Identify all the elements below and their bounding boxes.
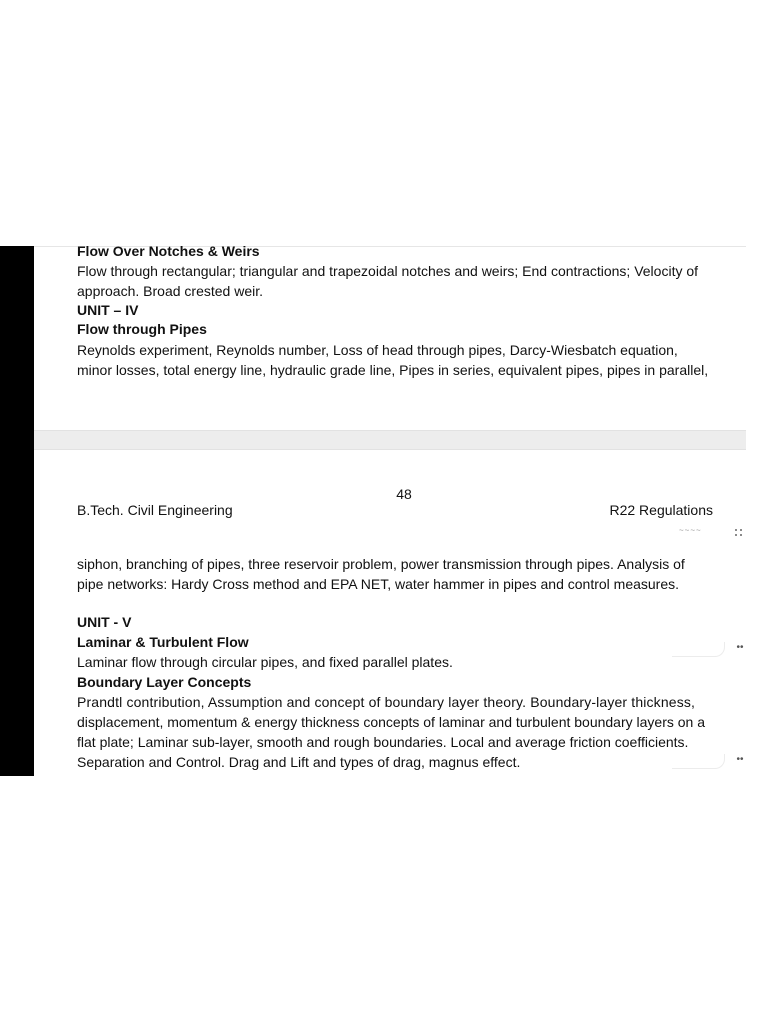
heading-flow-over-notches: Flow Over Notches & Weirs — [77, 243, 260, 259]
unit-v-label: UNIT - V — [77, 614, 132, 630]
faint-page-indicator: ~~~~ — [679, 526, 702, 535]
notches-text-line-1: Flow through rectangular; triangular and trapezoidal notches and weirs; End contractions; Velocity of — [77, 263, 699, 279]
heading-boundary-layer: Boundary Layer Concepts — [77, 674, 252, 690]
boundary-text-line-1: Prandtl contribution, Assumption and concept of boundary layer theory. Boundary-layer thickness, — [77, 694, 696, 710]
pipes-text-line-2: minor losses, total energy line, hydraulic grade line, Pipes in series, equivalent pipes, pipes in parallel, — [77, 362, 709, 378]
more-dots-icon[interactable]: •• — [736, 754, 744, 765]
notches-text-line-2: approach. Broad crested weir. — [77, 283, 263, 299]
boundary-text-line-3: flat plate; Laminar sub-layer, smooth and rough boundaries. Local and average friction coefficients. — [77, 734, 689, 750]
more-dots-icon[interactable]: •• — [736, 642, 744, 653]
left-edge-bar — [0, 246, 34, 776]
continued-text-line-2: pipe networks: Hardy Cross method and EPA NET, water hammer in pipes and control measures. — [77, 576, 680, 592]
document-viewer[interactable] — [34, 243, 746, 776]
laminar-text-line-1: Laminar flow through circular pipes, and fixed parallel plates. — [77, 654, 453, 670]
page-separator — [34, 430, 746, 450]
page-header-right: R22 Regulations — [609, 502, 713, 518]
page-number: 48 — [396, 486, 412, 502]
grid-dots-icon[interactable] — [735, 529, 743, 537]
heading-laminar-turbulent: Laminar & Turbulent Flow — [77, 634, 249, 650]
pipes-text-line-1: Reynolds experiment, Reynolds number, Loss of head through pipes, Darcy-Wiesbatch equation, — [77, 342, 678, 358]
page-header-left: B.Tech. Civil Engineering — [77, 502, 233, 518]
boundary-text-line-2: displacement, momentum & energy thickness concepts of laminar and turbulent boundary layers on a — [77, 714, 706, 730]
comment-bubble-outline — [672, 642, 725, 657]
heading-flow-through-pipes: Flow through Pipes — [77, 321, 207, 337]
unit-iv-label: UNIT – IV — [77, 302, 139, 318]
continued-text-line-1: siphon, branching of pipes, three reservoir problem, power transmission through pipes. Analysis of — [77, 556, 685, 572]
boundary-text-line-4: Separation and Control. Drag and Lift and types of drag, magnus effect. — [77, 754, 521, 770]
comment-bubble-outline — [672, 754, 725, 769]
